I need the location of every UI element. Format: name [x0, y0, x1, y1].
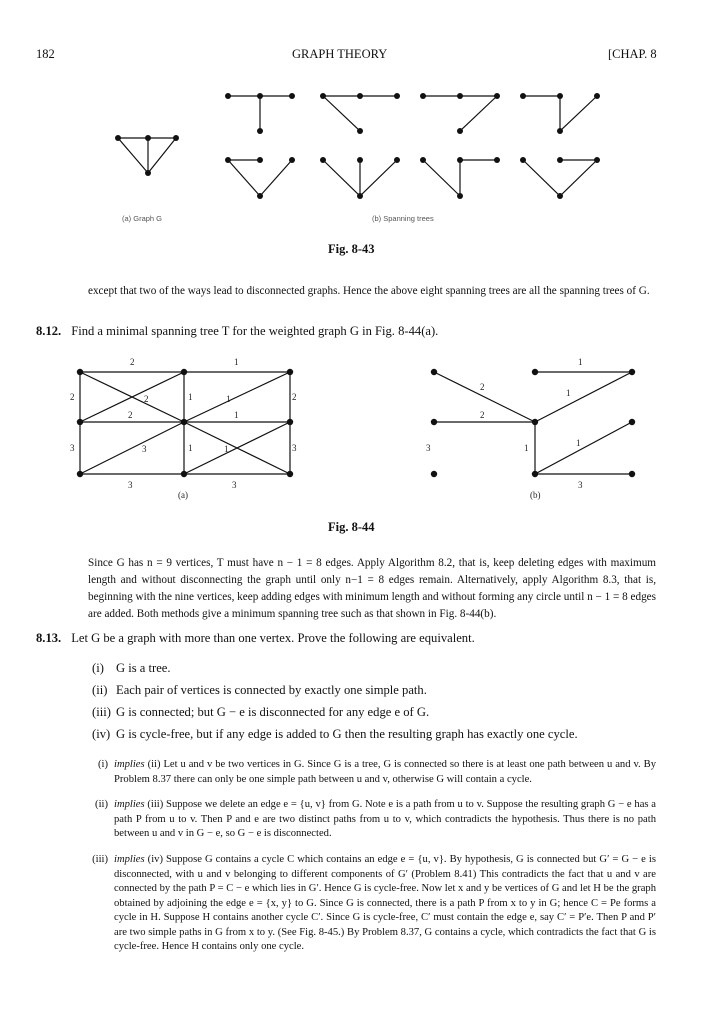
list-item: [92, 683, 427, 698]
paragraph-continuation: except that two of the ways lead to disconnected graphs. Hence the above eight spanning trees are all the spanning trees of G.: [88, 285, 650, 297]
caption-spanning-trees: (b) Spanning trees: [372, 214, 434, 223]
weight-label: 3: [70, 443, 75, 453]
proof-lead: implies: [114, 854, 145, 865]
weight-label: 2: [130, 357, 135, 367]
list-item: [92, 661, 171, 676]
list-item: [92, 727, 578, 742]
caption-b: (b): [530, 490, 541, 500]
spanning-tree-8: [520, 157, 600, 199]
weight-label: 1: [524, 443, 529, 453]
spanning-tree-6: [320, 157, 400, 199]
problem-statement: Find a minimal spanning tree T for the weighted graph G in Fig. 8-44(a).: [71, 324, 439, 338]
problem-number: 8.12.: [36, 324, 62, 338]
weighted-graph-g: [70, 357, 297, 490]
item-number: (ii): [92, 683, 108, 697]
weight-label: 1: [578, 357, 583, 367]
weight-label: 1: [234, 357, 239, 367]
weight-label: 3: [292, 443, 297, 453]
weight-label: 1: [566, 388, 571, 398]
figure-8-44: [60, 352, 660, 502]
item-number: (i): [92, 661, 104, 675]
caption-a: (a): [178, 490, 188, 500]
weight-label: 2: [128, 410, 133, 420]
spanning-tree-5: [225, 157, 295, 199]
problem-8-13: [36, 631, 475, 646]
item-text: G is connected; but G − e is disconnected for any edge e of G.: [116, 705, 430, 719]
page-number: 182: [36, 47, 55, 61]
weight-label: 1: [234, 410, 239, 420]
spanning-tree-2: [320, 93, 400, 134]
proof-paragraph: [80, 758, 656, 787]
item-text: G is a tree.: [116, 661, 171, 675]
proof-lead: implies: [114, 759, 145, 770]
figure-8-43-title: Fig. 8-43: [328, 242, 375, 256]
spanning-tree-1: [225, 93, 295, 134]
weight-label: 3: [128, 480, 133, 490]
caption-graph-g: (a) Graph G: [122, 214, 163, 223]
problem-statement: Let G be a graph with more than one vertex. Prove the following are equivalent.: [71, 631, 475, 645]
spanning-tree-7: [420, 157, 500, 199]
proof-paragraph: [80, 798, 656, 842]
weight-label: 2: [292, 392, 297, 402]
paragraph-solution: Since G has n = 9 vertices, T must have n − 1 = 8 edges. Apply Algorithm 8.2, that is, keep deleting edges with maximum length and without disconnecting the graph until only n−1 = 8 edges remain. Alternatively, apply Algorithm 8.3, that is, beginning with the nine vertices, keep adding edges with minimum length and without forming any circle until n − 1 = 8 edges are added. Both methods give a minimum spanning tree such as that shown in Fig. 8-44(b).: [88, 557, 656, 620]
list-item: [92, 705, 429, 720]
weight-label: 2: [480, 382, 485, 392]
weight-label: 3: [232, 480, 237, 490]
item-number: (iii): [92, 705, 111, 719]
proof-text: (iii) Suppose we delete an edge e = {u, v} from G. Note e is a path from u to v. Suppose the resulting graph G − e has a path P from u to v. Then P and e are two distinct paths from u to v, which contradicts the hypothesis. Thus there is no path between u and v in G − e, so G − e is disconnected.: [114, 799, 657, 839]
spanning-tree-4: [520, 93, 600, 134]
weight-label: 1: [224, 444, 229, 454]
proof-text: (ii) Let u and v be two vertices in G. Since G is a tree, G is connected so there is at least one path between u and v. By Problem 8.37 there can only be one simple path between u and v, otherwise G will contain a cycle.: [114, 759, 657, 785]
proof-lead: implies: [114, 799, 145, 810]
spanning-tree-3: [420, 93, 500, 134]
proof-number: (iii): [92, 854, 108, 865]
minimal-spanning-tree: [426, 357, 635, 490]
proof-paragraph: [80, 853, 656, 955]
proof-number: (ii): [95, 799, 108, 810]
item-text: Each pair of vertices is connected by exactly one simple path.: [116, 683, 427, 697]
weight-label: 1: [226, 394, 231, 404]
problem-number: 8.13.: [36, 631, 62, 645]
weight-label: 3: [578, 480, 583, 490]
weight-label: 1: [188, 392, 193, 402]
weight-label: 1: [576, 438, 581, 448]
figure-8-44-title: Fig. 8-44: [328, 520, 375, 534]
chapter-label: [CHAP. 8: [608, 47, 657, 61]
weight-label: 3: [142, 444, 147, 454]
weight-label: 2: [144, 394, 149, 404]
proof-text: (iv) Suppose G contains a cycle C which contains an edge e = {u, v}. By hypothesis, G is connected but G′ = G − e is disconnected, with u and v belonging to different components of G′ (Problem 8.41) This contradicts the fact that u and v are connected by the path P = C − e which lies in G′. Hence G is cycle-free. Now let x and y be vertices of G and let H be the graph obtained by adjoining the edge e = {x, y} to G. Since G is connected, there is a path P from x to y in G; hence C = Pe forms a cycle in H. Suppose H contains another cycle C′. Since G is cycle-free, C′ must contain the edge e, say C′ = P′e. Then P and P′ are two simple paths in G from x to y. (See Fig. 8-45.) By Problem 8.37, G contains a cycle, which contradicts the fact that G is cycle-free. Hence H contains only one cycle.: [114, 854, 656, 952]
proof-number: (i): [98, 759, 108, 770]
item-text: G is cycle-free, but if any edge is added to G then the resulting graph has exactly one cycle.: [116, 727, 578, 741]
item-number: (iv): [92, 727, 111, 741]
weight-label: 2: [480, 410, 485, 420]
graph-g: [115, 135, 179, 176]
problem-8-12: [36, 324, 438, 339]
figure-8-43: [100, 78, 610, 228]
weight-label: 2: [70, 392, 75, 402]
running-title: GRAPH THEORY: [292, 47, 388, 61]
weight-label: 1: [188, 443, 193, 453]
weight-label: 3: [426, 443, 431, 453]
